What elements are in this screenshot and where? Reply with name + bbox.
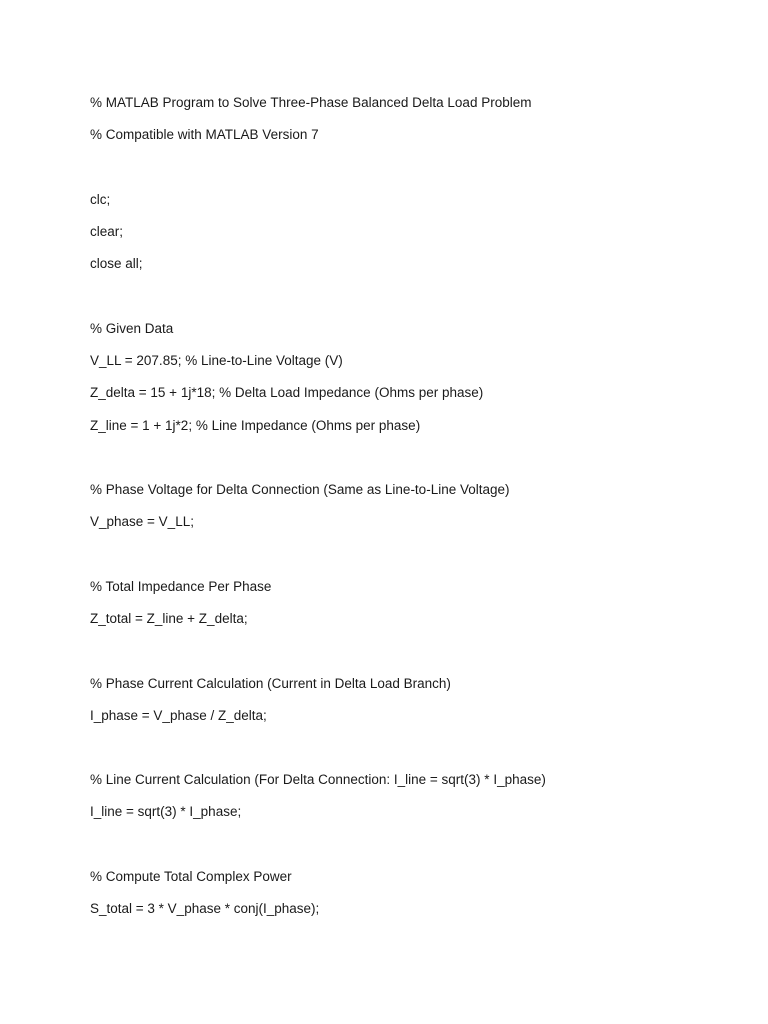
- code-line-v-ll: V_LL = 207.85; % Line-to-Line Voltage (V): [90, 353, 343, 368]
- code-line-clear: clear;: [90, 224, 124, 239]
- code-line-v-phase: V_phase = V_LL;: [90, 514, 194, 529]
- code-line-z-total: Z_total = Z_line + Z_delta;: [90, 611, 248, 626]
- code-line-z-delta: Z_delta = 15 + 1j*18; % Delta Load Impedance (Ohms per phase): [90, 385, 484, 400]
- code-line-clc: clc;: [90, 192, 111, 207]
- comment-line-total-impedance: % Total Impedance Per Phase: [90, 579, 272, 594]
- code-line-i-line: I_line = sqrt(3) * I_phase;: [90, 804, 242, 819]
- comment-line-title: % MATLAB Program to Solve Three-Phase Balanced Delta Load Problem: [90, 95, 532, 110]
- code-line-i-phase: I_phase = V_phase / Z_delta;: [90, 708, 267, 723]
- comment-line-phase-voltage: % Phase Voltage for Delta Connection (Same as Line-to-Line Voltage): [90, 482, 510, 497]
- code-line-z-line: Z_line = 1 + 1j*2; % Line Impedance (Ohms per phase): [90, 418, 421, 433]
- code-line-s-total: S_total = 3 * V_phase * conj(I_phase);: [90, 901, 320, 916]
- code-line-close-all: close all;: [90, 256, 143, 271]
- comment-line-complex-power: % Compute Total Complex Power: [90, 869, 292, 884]
- comment-line-line-current: % Line Current Calculation (For Delta Connection: I_line = sqrt(3) * I_phase): [90, 772, 546, 787]
- comment-line-phase-current: % Phase Current Calculation (Current in Delta Load Branch): [90, 676, 451, 691]
- comment-line-given-data: % Given Data: [90, 321, 174, 336]
- comment-line-compat: % Compatible with MATLAB Version 7: [90, 127, 319, 142]
